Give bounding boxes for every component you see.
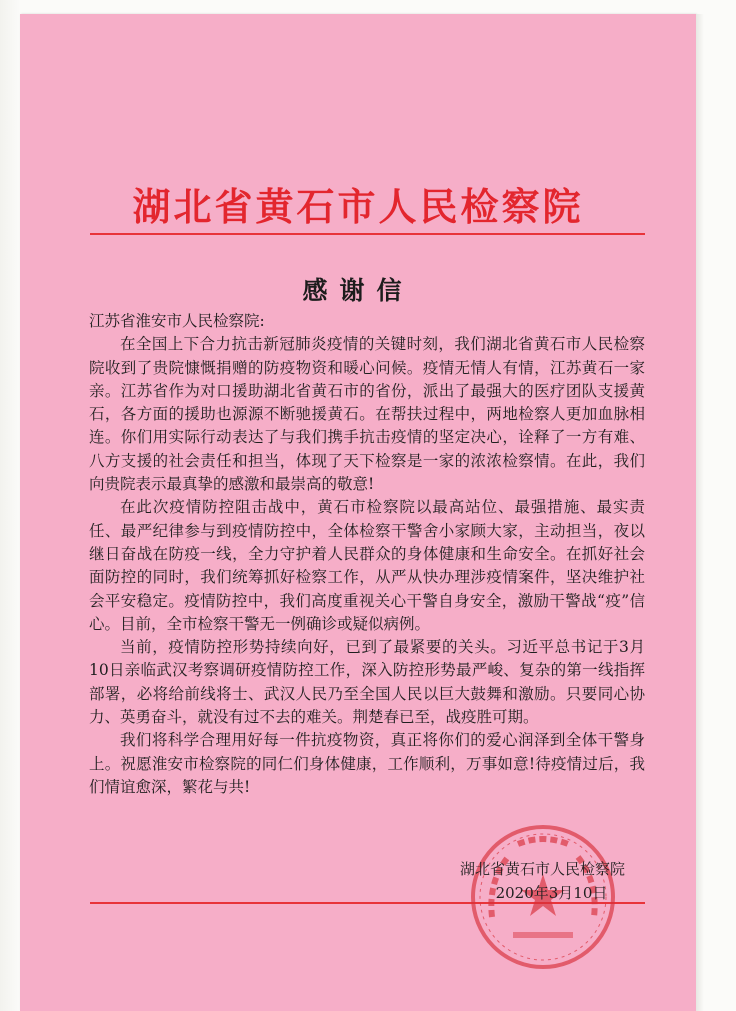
- letterhead-red-rule: [90, 233, 645, 235]
- scan-background: [0, 0, 20, 1011]
- letter-title: 感谢信: [302, 276, 414, 305]
- salutation: 江苏省淮安市人民检察院:: [89, 312, 265, 330]
- signature-organization: 湖北省黄石市人民检察院: [460, 860, 626, 878]
- paragraph-4: 我们将科学合理用好每一件抗疫物资，真正将你们的爱心润泽到全体干警身上。祝愿淮安市检察院的同仁们身体健康，工作顺利，万事如意!待疫情过后，我们情谊愈深，繁花与共!: [89, 731, 645, 796]
- letter-paper: [20, 14, 696, 1011]
- paragraph-2: 在此次疫情防控阻击战中，黄石市检察院以最高站位、最强措施、最实责任、最严纪律参与到疫情防控中，全体检察干警舍小家顾大家，主动担当，夜以继日奋战在防疫一线，全力守护着人民群众的身体健康和生命安全。在抓好社会面防控的同时，我们统筹抓好检察工作，从严从快办理涉疫情案件，坚决维护社会平安稳定。疫情防控中，我们高度重视关心干警自身安全，激励干警战“疫”信心。目前，全市检察干警无一例确诊或疑似病例。: [89, 498, 645, 633]
- signature-date: 2020年3月10日: [495, 884, 608, 902]
- paragraph-3: 当前，疫情防控形势持续向好，已到了最紧要的关头。习近平总书记于3月10日亲临武汉考察调研疫情防控工作，深入防控形势最严峻、复杂的第一线指挥部署，必将给前线将士、武汉人民乃至全国人民以巨大鼓舞和激励。只要同心协力、英勇奋斗，就没有过不去的难关。荆楚春已至，战疫胜可期。: [89, 638, 645, 727]
- letterhead-title: 湖北省黄石市人民检察院: [132, 184, 584, 229]
- signature-block: [460, 857, 625, 905]
- paragraph-1: 在全国上下合力抗击新冠肺炎疫情的关键时刻，我们湖北省黄石市人民检察院收到了贵院慷慨捐赠的防疫物资和暖心问候。疫情无情人有情，江苏黄石一家亲。江苏省作为对口援助湖北省黄石市的省份，派出了最强大的医疗团队支援黄石，各方面的援助也源源不断驰援黄石。在帮扶过程中，两地检察人更加血脉相连。你们用实际行动表达了与我们携手抗击疫情的坚定决心，诠释了一方有难、八方支援的社会责任和担当，体现了天下检察是一家的浓浓检察情。在此，我们向贵院表示最真挚的感激和最崇高的敬意!: [89, 335, 645, 494]
- letter-body: [89, 310, 645, 799]
